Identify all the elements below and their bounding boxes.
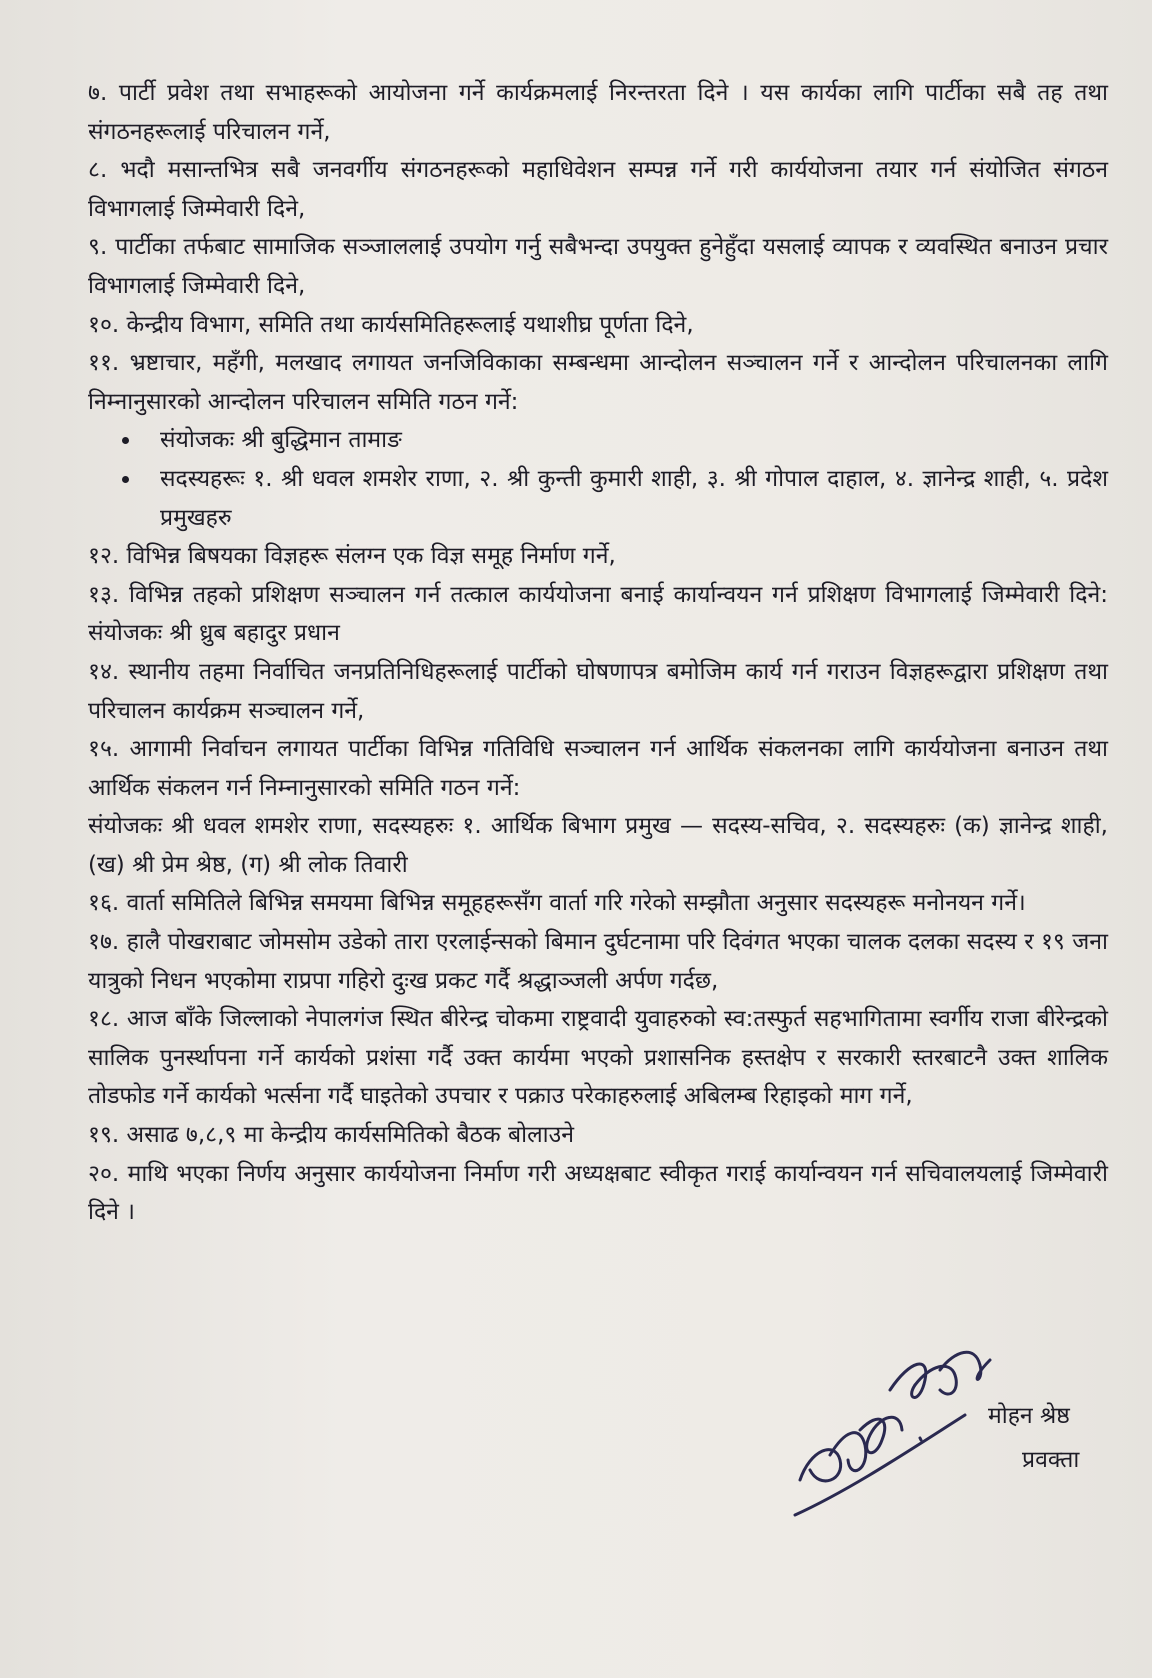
decision-item-17: १७. हालै पोखराबाट जोमसोम उडेको तारा एरलाईन्सको बिमान दुर्घटनामा परि दिवंगत भएका चालक दलका सदस्य र १९ जना यात्रुको निधन भएकोमा राप्रपा गहिरो दुःख प्रकट गर्दै श्रद्धाञ्जली अर्पण गर्दछ,	[88, 929, 1108, 994]
decision-item-20: २०. माथि भएका निर्णय अनुसार कार्ययोजना निर्माण गरी अध्यक्षबाट स्वीकृत गराई कार्यान्वयन गर्न सचिवालयलाई जिम्मेवारी दिने ।	[88, 1160, 1108, 1226]
handwritten-signature	[790, 1330, 1020, 1520]
decision-item-18: १८. आज बाँके जिल्लाको नेपालगंज स्थित बीरेन्द्र चोकमा राष्ट्रवादी युवाहरुको स्व:तस्फुर्त सहभागितामा स्वर्गीय राजा बीरेन्द्रको सालिक पुनर्स्थापना गर्ने कार्यको प्रशंसा गर्दै उक्त कार्यमा भएको प्रशासनिक हस्तक्षेप र सरकारी स्तरबाटनै उक्त शालिक तोडफोड गर्ने कार्यको भर्त्सना गर्दै घाइतेको उपचार र पक्राउ परेकाहरुलाई अबिलम्ब रिहाइको माग गर्ने,	[88, 1006, 1108, 1110]
decision-item-13: १३. विभिन्न तहको प्रशिक्षण सञ्चालन गर्न तत्काल कार्ययोजना बनाई कार्यान्वयन गर्न प्रशिक्षण विभागलाई जिम्मेवारी दिने: संयोजकः श्री ध्रुब बहादुर प्रधान	[88, 581, 1108, 647]
decision-item-7: ७. पार्टी प्रवेश तथा सभाहरूको आयोजना गर्ने कार्यक्रमलाई निरन्तरता दिने । यस कार्यका लागि पार्टीका सबै तह तथा संगठनहरूलाई परिचालन गर्ने,	[88, 80, 1108, 145]
signatory-name: मोहन श्रेष्ठ	[988, 1403, 1070, 1429]
decision-item-9: ९. पार्टीका तर्फबाट सामाजिक सञ्जाललाई उपयोग गर्नु सबैभन्दा उपयुक्त हुनेहुँदा यसलाई व्यापक र व्यवस्थित बनाउन प्रचार विभागलाई जिम्मेवारी दिने,	[88, 234, 1108, 299]
decision-item-14: १४. स्थानीय तहमा निर्वाचित जनप्रतिनिधिहरूलाई पार्टीको घोषणापत्र बमोजिम कार्य गर्न गराउन विज्ञहरूद्वारा प्रशिक्षण तथा परिचालन कार्यक्रम सञ्चालन गर्ने,	[88, 658, 1108, 724]
decision-item-10: १०. केन्द्रीय विभाग, समिति तथा कार्यसमितिहरूलाई यथाशीघ्र पूर्णता दिने,	[88, 311, 694, 338]
decision-item-19: १९. असाढ ७,८,९ मा केन्द्रीय कार्यसमितिको बैठक बोलाउने	[88, 1122, 575, 1149]
committee-member-list	[88, 421, 1108, 537]
list-item	[160, 421, 1108, 460]
finance-committee-members: संयोजकः श्री धवल शमशेर राणा, सदस्यहरुः १. आर्थिक बिभाग प्रमुख — सदस्य-सचिव, २. सदस्यहरुः (क) ज्ञानेन्द्र शाही, (ख) श्री प्रेम श्रेष्ठ, (ग) श्री लोक तिवारी	[88, 813, 1108, 878]
list-item-text: संयोजकः श्री बुद्धिमान तामाङ	[160, 427, 402, 454]
list-item-text: सदस्यहरूः १. श्री धवल शमशेर राणा, २. श्री कुन्ती कुमारी शाही, ३. श्री गोपाल दाहाल, ४. ज्ञानेन्द्र शाही, ५. प्रदेश प्रमुखहरु	[160, 465, 1108, 531]
list-item	[160, 460, 1108, 537]
decision-item-12: १२. विभिन्न बिषयका विज्ञहरू संलग्न एक विज्ञ समूह निर्माण गर्ने,	[88, 543, 616, 570]
decision-item-15: १५. आगामी निर्वाचन लगायत पार्टीका विभिन्न गतिविधि सञ्चालन गर्न आर्थिक संकलनका लागि कार्ययोजना बनाउन तथा आर्थिक संकलन गर्न निम्नानुसारको समिति गठन गर्ने:	[88, 736, 1108, 801]
decision-item-8: ८. भदौ मसान्तभित्र सबै जनवर्गीय संगठनहरूको महाधिवेशन सम्पन्न गर्ने गरी कार्ययोजना तयार गर्न संयोजित संगठन विभागलाई जिम्मेवारी दिने,	[88, 157, 1108, 222]
signatory-title: प्रवक्ता	[1022, 1447, 1080, 1473]
bullet-icon	[122, 476, 129, 483]
document-body	[88, 74, 1108, 1232]
decision-item-11: ११. भ्रष्टाचार, महँगी, मलखाद लगायत जनजिविकाका सम्बन्धमा आन्दोलन सञ्चालन गर्ने र आन्दोलन परिचालनका लागि निम्नानुसारको आन्दोलन परिचालन समिति गठन गर्ने:	[88, 350, 1108, 415]
decision-item-16: १६. वार्ता समितिले बिभिन्न समयमा बिभिन्न समूहहरूसँग वार्ता गरि गरेको सम्झौता अनुसार सदस्यहरू मनोनयन गर्ने।	[88, 890, 1026, 917]
bullet-icon	[122, 437, 129, 444]
